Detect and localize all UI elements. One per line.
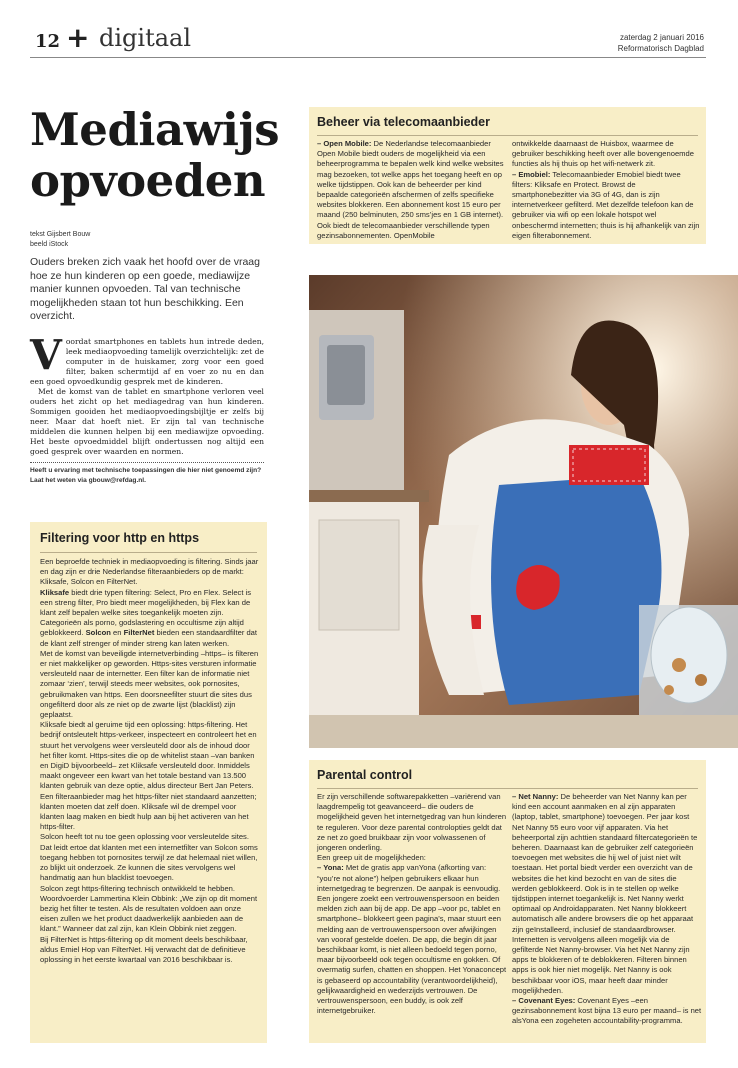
paragraph-2: Met de komst van de tablet en smartphone verloren veel ouders het zicht op het mediagedrag van hun kinderen. Sommigen gooiden het mediaopvoedingsbijltje er zelfs bij neer. Maar dat hoeft niet. Er zijn tal van technische middelen die kunnen helpen bij een mediawijze opvoeding. Het beste opvoedmiddel blijft ondertussen nog altijd een goed gesprek over waarden en normen.: [30, 387, 264, 456]
kliksafe-label: Kliksafe: [40, 587, 70, 597]
parental-title: Parental control: [317, 768, 413, 782]
filtering-p4: Kliksafe biedt al geruime tijd een oplossing: https-filtering. Het bedrijf ontsleutelt https-verkeer, inspecteert en controleert het en stuurt het vervolgens weer versleuteld door als de inhoud door het filter komt. Https-sites die op de whitelist staan –van banken en DigiD bijvoorbeeld– zet Kliksafe versleuteld door. Inmiddels maakt ongeveer een kwart van het totale bestand van 13.500 klanten gebruik van deze optie, aldus directeur Bert Jan Peters.: [40, 720, 257, 791]
reader-note: Heeft u ervaring met technische toepassingen die hier niet genoemd zijn? Laat het weten via gbouw@refdag.nl.: [30, 467, 262, 484]
filtering-p2-and: en: [110, 628, 124, 638]
paragraph-1: oordat smartphones en tablets hun intrede deden, leek mediaopvoeding tamelijk overzichtelijk: zet de computer in de huiskamer, zorg voor een goed filter, baken schermtijd af en voer zo nu en dan een goed opvoedkundig gesprek met de kinderen.: [30, 337, 264, 386]
covenant-text: Covenant Eyes –een gezinsabonnement kost bijna 13 euro per maand– is net alsYona een zogeheten accountability-programma.: [512, 996, 702, 1026]
solcon-label: Solcon: [85, 628, 111, 638]
parental-p1: Er zijn verschillende softwarepakketten –variërend van laagdrempelig tot geavanceerd– die ouders de mogelijkheid geven het internetgedrag van hun kinderen te reguleren. Voor deze parental controlopties geldt dat ze net zo goed bruikbaar zijn voor volwassenen of jongeren onderling.: [317, 792, 507, 853]
credits: [30, 230, 90, 250]
filtering-p8: Bij FilterNet is https-filtering op dit moment deels beschikbaar, aldus Emiel Hop van FilterNet. Hij verwacht dat de definitieve oplossing in het eerste kwartaal van 2016 beschikbaar is.: [40, 934, 248, 964]
filtering-title: Filtering voor http en https: [40, 531, 200, 545]
parental-col-1: [317, 792, 507, 1016]
parental-col-2: [512, 792, 702, 1027]
yona-text: Met de gratis app vanYona (afkorting van: “you’re not alone”) helpen gebruikers elkaar hun internetgedrag te begrenzen. De aanpak is eenvoudig. Een jongere zoekt een vertrouwenspersoon en beiden melden zich aan bij de app. De app –voor pc, tablet en smartphone– blokkeert geen pagina’s, maar stuurt een melding aan de vertrouwenspersoon over afwijkingen van vooraf gestelde doelen. De app, die begin dit jaar beschikbaar komt, is niet alleen bedoeld tegen porno, maar bijvoorbeeld ook tegen occultisme en gokken. Of overmatig surfen, chatten en shoppen. Het Yonaconcept is gebaseerd op accountability (verantwoordelijkheid), gelijkwaardigheid en wederzijds vertrouwen. De vertrouwenspersoon, een buddy, is ook zelf internetgebruiker.: [317, 863, 507, 1016]
date: zaterdag 2 januari 2016: [619, 33, 704, 42]
dateline: [618, 32, 704, 54]
telecom-col-2: [512, 139, 700, 241]
credit-text: tekst Gijsbert Bouw: [30, 231, 91, 238]
section-title: digitaal: [99, 24, 192, 52]
note-divider: [30, 462, 264, 463]
emobiel-text: Telecomaanbieder Emobiel biedt twee filters: Kliksafe en Protect. Browst de smartphonebezitter via 3G of 4G, dan is zijn internetverkeer gefilterd. Met dezelfde telefoon kan de gebruiker via wifi op een lokale hotspot wel onbeschermd internetten; thuis is hij afhankelijk van zijn eigen filterabonnement.: [512, 169, 700, 240]
article-body: [30, 331, 264, 457]
parental-control-box: [309, 760, 706, 1043]
covenant-label: – Covenant Eyes:: [512, 996, 576, 1006]
headline: Mediawijs opvoeden: [30, 103, 280, 207]
photo-woman-baking: [309, 275, 738, 748]
netnanny-label: – Net Nanny:: [512, 792, 559, 801]
filtering-p2-text: biedt drie typen filtering: Select, Pro en Flex. Select is een streng filter, Pro biedt meer mogelijkheden, bij Flex kan de klant zelf bepalen welke sites toegankelijk moeten zijn. Categorieën als porno, godslastering en occultisme zijn altijd geblokkeerd.: [40, 587, 252, 638]
filtering-text: [40, 557, 260, 965]
huisbox-text: ontwikkelde daarnaast de Huisbox, waarmee de gebruiker beschikking heeft over alle bovengenoemde functies als hij thuis op het wifi-netwerk zit.: [512, 139, 694, 169]
box-rule: [40, 552, 257, 553]
telecom-col-1: [317, 139, 505, 241]
page-number: 12: [35, 31, 61, 52]
telecom-box: [309, 107, 706, 244]
filtering-box: [30, 522, 267, 1043]
filtering-p7: Solcon zegt https-filtering technisch ontwikkeld te hebben. Woordvoerder Lammertina Klein Obbink: „We zijn op dit moment bezig het filter te testen. Als de resultaten voldoen aan onze eisen zullen we het product daadwerkelijk aanbieden aan de klant.” Wanneer dat zal zijn, kan Klein Obbink niet zeggen.: [40, 883, 258, 934]
newspaper-name: Reformatorisch Dagblad: [617, 44, 704, 53]
plus-icon: +: [66, 21, 90, 54]
dropcap: V: [30, 331, 62, 379]
filtering-p5: Een filteraanbieder mag het https-filter niet standaard aanzetten; klanten moeten dat zelf doen. Kliksafe wil de drempel voor klanten laag maken en biedt hulp aan bij het activeren van het https-filter.: [40, 791, 257, 832]
box-rule: [317, 788, 698, 789]
box-rule: [317, 135, 698, 136]
header-divider: [30, 57, 706, 58]
intro: Ouders breken zich vaak het hoofd over de vraag hoe ze hun kinderen op een goede, mediawijze manier kunnen opvoeden. Tal van technische mogelijkheden staan tot hun beschikking. Een overzicht.: [30, 256, 260, 322]
yona-label: – Yona:: [317, 863, 344, 873]
parental-p2: Een greep uit de mogelijkheden:: [317, 853, 426, 863]
emobiel-label: – Emobiel:: [512, 169, 551, 179]
photo-illustration: [309, 275, 738, 748]
filtering-p6: Solcon heeft tot nu toe geen oplossing voor versleutelde sites. Dat leidt ertoe dat klanten met een internetfilter van Solcon soms toegang hebben tot pornosites terwijl ze dat helemaal niet willen, zo blijkt uit onderzoek. Ze kunnen die sites vervolgens wel handmatig aan hun blacklist toevoegen.: [40, 832, 258, 883]
telecom-title: Beheer via telecomaanbieder: [317, 115, 490, 129]
filtering-p2-end: bieden een standaardfilter dat de klant zelf strenger of minder streng kan laten werken.: [40, 628, 258, 648]
netnanny-text: De beheerder van Net Nanny kan per kind een account aanmaken en al zijn apparaten (laptop, tablet, smartphone) toevoegen. Per jaar kost Net Nanny 55 euro voor vijf apparaten. Via het beheerportal zijn achttien standaard filtercategorieën te beheren. Daarnaast kan de gebruiker zelf categorieën toevoegen met websites die hij wel of juist niet wilt toestaan. Het portal biedt verder een overzicht van de websites die het kind bezocht en van de sites die werden geblokkeerd. Ook is in te stellen op welke tijdstippen internet toegankelijk is. Net Nanny werkt optimaal op Androidapparaten. Net Nanny blokkeert automatisch alle andere browsers die op het apparaat zijn geïnstalleerd, inclusief de standaardbrowser. Internetten is vervolgens alleen mogelijk via de gefilterde Net Nanny-browser. Via het Net Nanny zijn apps te blokkeren of te deblokkeren. Filteren binnen apps is ook hier niet mogelijk. Net Nanny is ook beschikbaar voor iOS, maar heeft daar minder mogelijkheden.: [512, 792, 698, 995]
openmobile-label: – Open Mobile:: [317, 139, 372, 148]
filtering-p1: Een beproefde techniek in mediaopvoeding is filtering. Sinds jaar en dag zijn er drie Nederlandse filteraanbieders op de markt: Kliksafe, Solcon en FilterNet.: [40, 557, 259, 587]
filternet-label: FilterNet: [123, 628, 155, 638]
openmobile-text: De Nederlandse telecomaanbieder Open Mobile biedt ouders de mogelijkheid via een beheerprogramma te bepalen welk kind welke websites mag bezoeken, tot welke apps het toegang heeft en op welke tijdstippen. Ook kan de beheerder per kind bepaalde categorieën afschermen of zelfs specifieke websites blokkeren. Een abonnement kost 15 euro per maand (250 belminuten, 250 sms’jes en 1 GB internet). Ook biedt de telecomaanbieder verschillende typen gezinsabonnementen. OpenMobile: [317, 139, 504, 240]
filtering-p3: Met de komst van beveiligde internetverbinding –https– is filteren er niet makkelijker op geworden. Https-sites versturen informatie versleuteld naar de internetter. Een filter kan de informatie niet zomaar ‘zien’, terwijl steeds meer websites, ook pornosites, gebruikmaken van https. Een doorsneefilter stuurt die sites dus ongefilterd door als ze niet op de zwarte lijst (blacklist) zijn geplaatst.: [40, 648, 259, 720]
credit-image: beeld iStock: [30, 241, 69, 248]
filtering-p2: [40, 588, 260, 649]
